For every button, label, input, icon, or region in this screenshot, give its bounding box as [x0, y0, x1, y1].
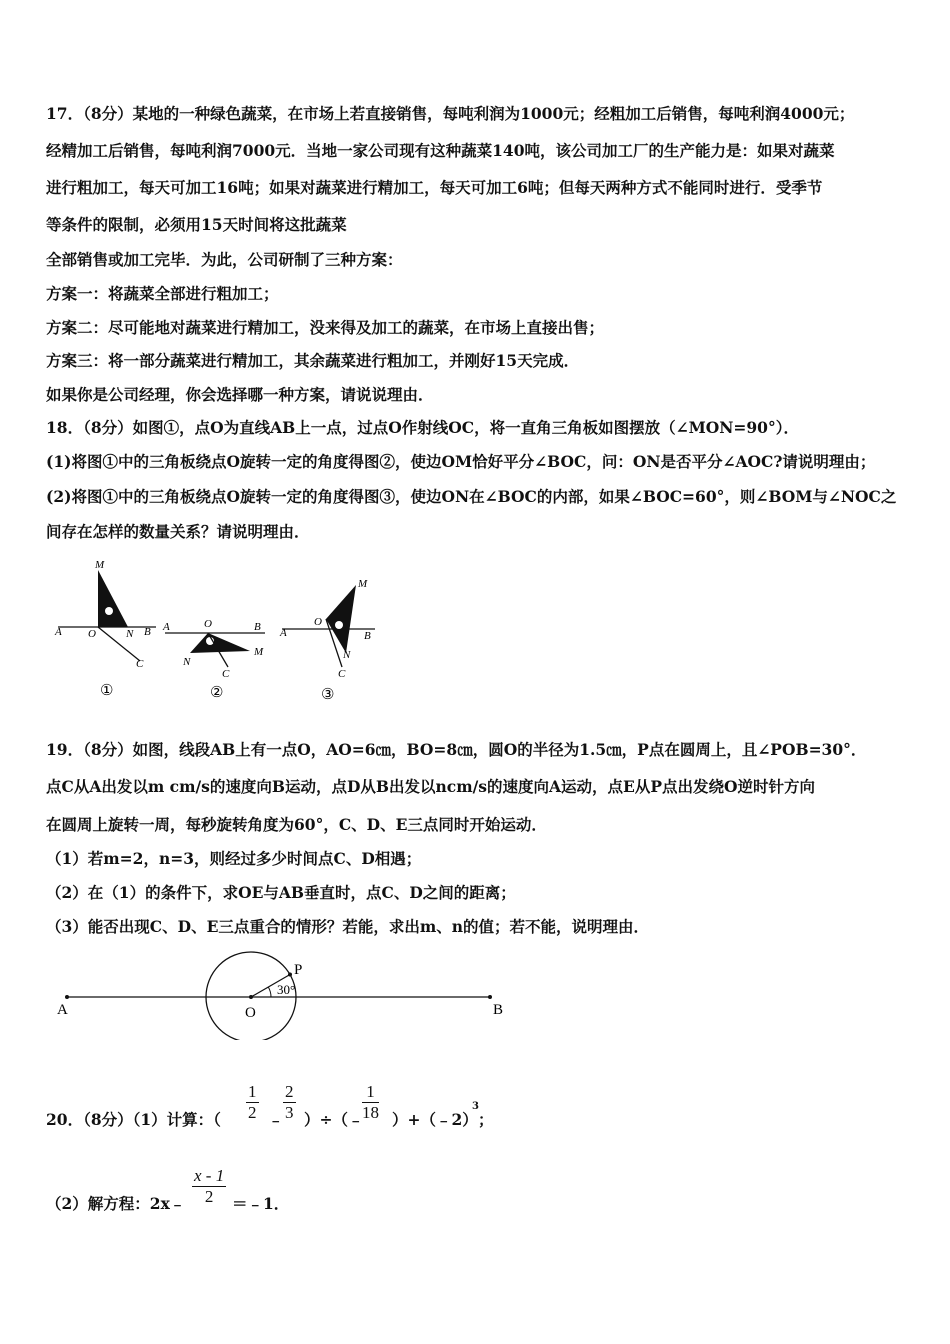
q17-line-1: 17．（8分）某地的一种绿色蔬菜，在市场上若直接销售，每吨利润为1000元；经粗加工后销售，每吨利润4000元；	[46, 104, 855, 123]
q20-f3-num: 1	[362, 1082, 379, 1103]
fig1-label-C: C	[136, 658, 144, 670]
fig1-label-N: N	[126, 628, 134, 640]
fig1-label-A: A	[55, 626, 62, 638]
q17-line-3: 进行粗加工，每天可加工16吨；如果对蔬菜进行精加工，每天可加工6吨；但每天两种方式不能同时进行．受季节	[46, 178, 823, 197]
q19-angle-label: 30°	[277, 982, 296, 997]
q20-fraction-1	[246, 1082, 259, 1123]
q18-line-1: 18．（8分）如图①，点O为直线AB上一点，过点O作射线OC，将一直角三角板如图摆放（∠MON=90°）．	[46, 418, 799, 437]
q19-line-5: （2）在（1）的条件下，求OE与AB垂直时，点C、D之间的距离；	[46, 883, 516, 902]
q19-figure	[50, 950, 520, 1040]
q20-part1-end: ；	[478, 1110, 494, 1129]
q19-line-4: （1）若m=2，n=3，则经过多少时间点C、D相遇；	[46, 849, 422, 868]
fig2-label-A: A	[163, 621, 170, 633]
fig2-label-N: N	[183, 656, 191, 668]
fig3-label-N: N	[343, 649, 351, 661]
fig2-label-O: O	[204, 618, 212, 630]
fig1-number: ①	[100, 683, 114, 699]
figure-3	[279, 578, 375, 703]
q19-line-1: 19．（8分）如图，线段AB上有一点O，AO=6㎝，BO=8㎝，圆O的半径为1.5㎝，P点在圆周上，且∠POB=30°．	[46, 740, 867, 759]
triangle-ruler-2	[190, 633, 250, 653]
q19-label-O: O	[245, 1005, 256, 1021]
q20-part2-prefix: （2）解方程：2x﹣	[46, 1194, 186, 1213]
q20-f2-num: 2	[285, 1082, 294, 1101]
q20-exponent: 3	[472, 1101, 479, 1112]
q17-line-9: 如果你是公司经理，你会选择哪一种方案，请说说理由．	[46, 385, 434, 404]
fig3-label-M: M	[358, 578, 368, 590]
q20-part1-mid: ）÷（﹣	[304, 1110, 364, 1129]
q19-label-B: B	[493, 1002, 504, 1018]
fig2-label-M: M	[254, 646, 264, 658]
fig2-label-B: B	[254, 621, 261, 633]
q18-line-3: (2)将图①中的三角板绕点O旋转一定的角度得图③，使边ON在∠BOC的内部，如果∠BOC=60°，则∠BOM与∠NOC之	[46, 487, 897, 506]
fig2-number: ②	[210, 685, 224, 701]
q20-f3-den: 18	[362, 1103, 379, 1122]
fig3-label-O: O	[314, 616, 322, 628]
q17-line-6: 方案一：将蔬菜全部进行粗加工；	[46, 284, 279, 303]
q19-label-P: P	[294, 962, 303, 978]
q20-part2-suffix: ＝﹣1．	[232, 1194, 290, 1213]
q20-f4-den: 2	[204, 1187, 214, 1206]
q18-line-4: 间存在怎样的数量关系？请说明理由．	[46, 522, 310, 541]
q18-line-2: (1)将图①中的三角板绕点O旋转一定的角度得图②，使边OM恰好平分∠BOC，问：ON是否平分∠AOC?请说明理由；	[46, 452, 876, 471]
q20-fraction-3	[362, 1082, 379, 1123]
triangle-ruler-1	[98, 570, 128, 627]
q17-line-4: 等条件的限制，必须用15天时间将这批蔬菜	[46, 215, 347, 234]
fig3-label-C: C	[338, 668, 346, 680]
fig3-label-A: A	[280, 627, 287, 639]
q17-line-7: 方案二：尽可能地对蔬菜进行精加工，没来得及加工的蔬菜，在市场上直接出售；	[46, 318, 605, 337]
q20-fraction-4	[192, 1166, 226, 1207]
q20-f1-num: 1	[248, 1082, 257, 1101]
fig3-label-B: B	[364, 630, 371, 642]
figure-2	[162, 618, 265, 701]
fig1-label-B: B	[144, 626, 151, 638]
triangle-ruler-3	[326, 585, 356, 653]
q20-f4-num: x - 1	[194, 1166, 225, 1185]
q17-line-2: 经精加工后销售，每吨利润7000元．当地一家公司现有这种蔬菜140吨，该公司加工厂的生产能力是：如果对蔬菜	[46, 141, 835, 160]
q17-line-5: 全部销售或加工完毕．为此，公司研制了三种方案：	[46, 250, 403, 269]
q20-f1-den: 2	[248, 1103, 257, 1122]
fig2-label-C: C	[222, 668, 230, 680]
q19-line-2: 点C从A出发以m cm/s的速度向B运动，点D从B出发以ncm/s的速度向A运动，点E从P点出发绕O逆时针方向	[46, 777, 816, 796]
fig3-number: ③	[321, 687, 335, 703]
q18-figures	[50, 555, 390, 705]
q20-f2-den: 3	[285, 1103, 294, 1122]
q20-minus: ﹣	[268, 1110, 284, 1129]
q19-line-3: 在圆周上旋转一周，每秒旋转角度为60°，C、D、E三点同时开始运动．	[46, 815, 547, 834]
fig1-label-O: O	[88, 628, 96, 640]
q19-label-A: A	[57, 1002, 68, 1018]
q17-line-8: 方案三：将一部分蔬菜进行精加工，其余蔬菜进行粗加工，并刚好15天完成．	[46, 351, 580, 370]
figure-1	[54, 559, 156, 699]
fig1-label-M: M	[95, 559, 105, 571]
q20-part1-prefix: 20．（8分）（1）计算：（	[46, 1110, 221, 1129]
q19-line-6: （3）能否出现C、D、E三点重合的情形？若能，求出m、n的值；若不能，说明理由．	[46, 917, 650, 936]
q20-fraction-2	[283, 1082, 296, 1123]
q20-part1-suffix: ）+（﹣2）	[392, 1110, 478, 1129]
